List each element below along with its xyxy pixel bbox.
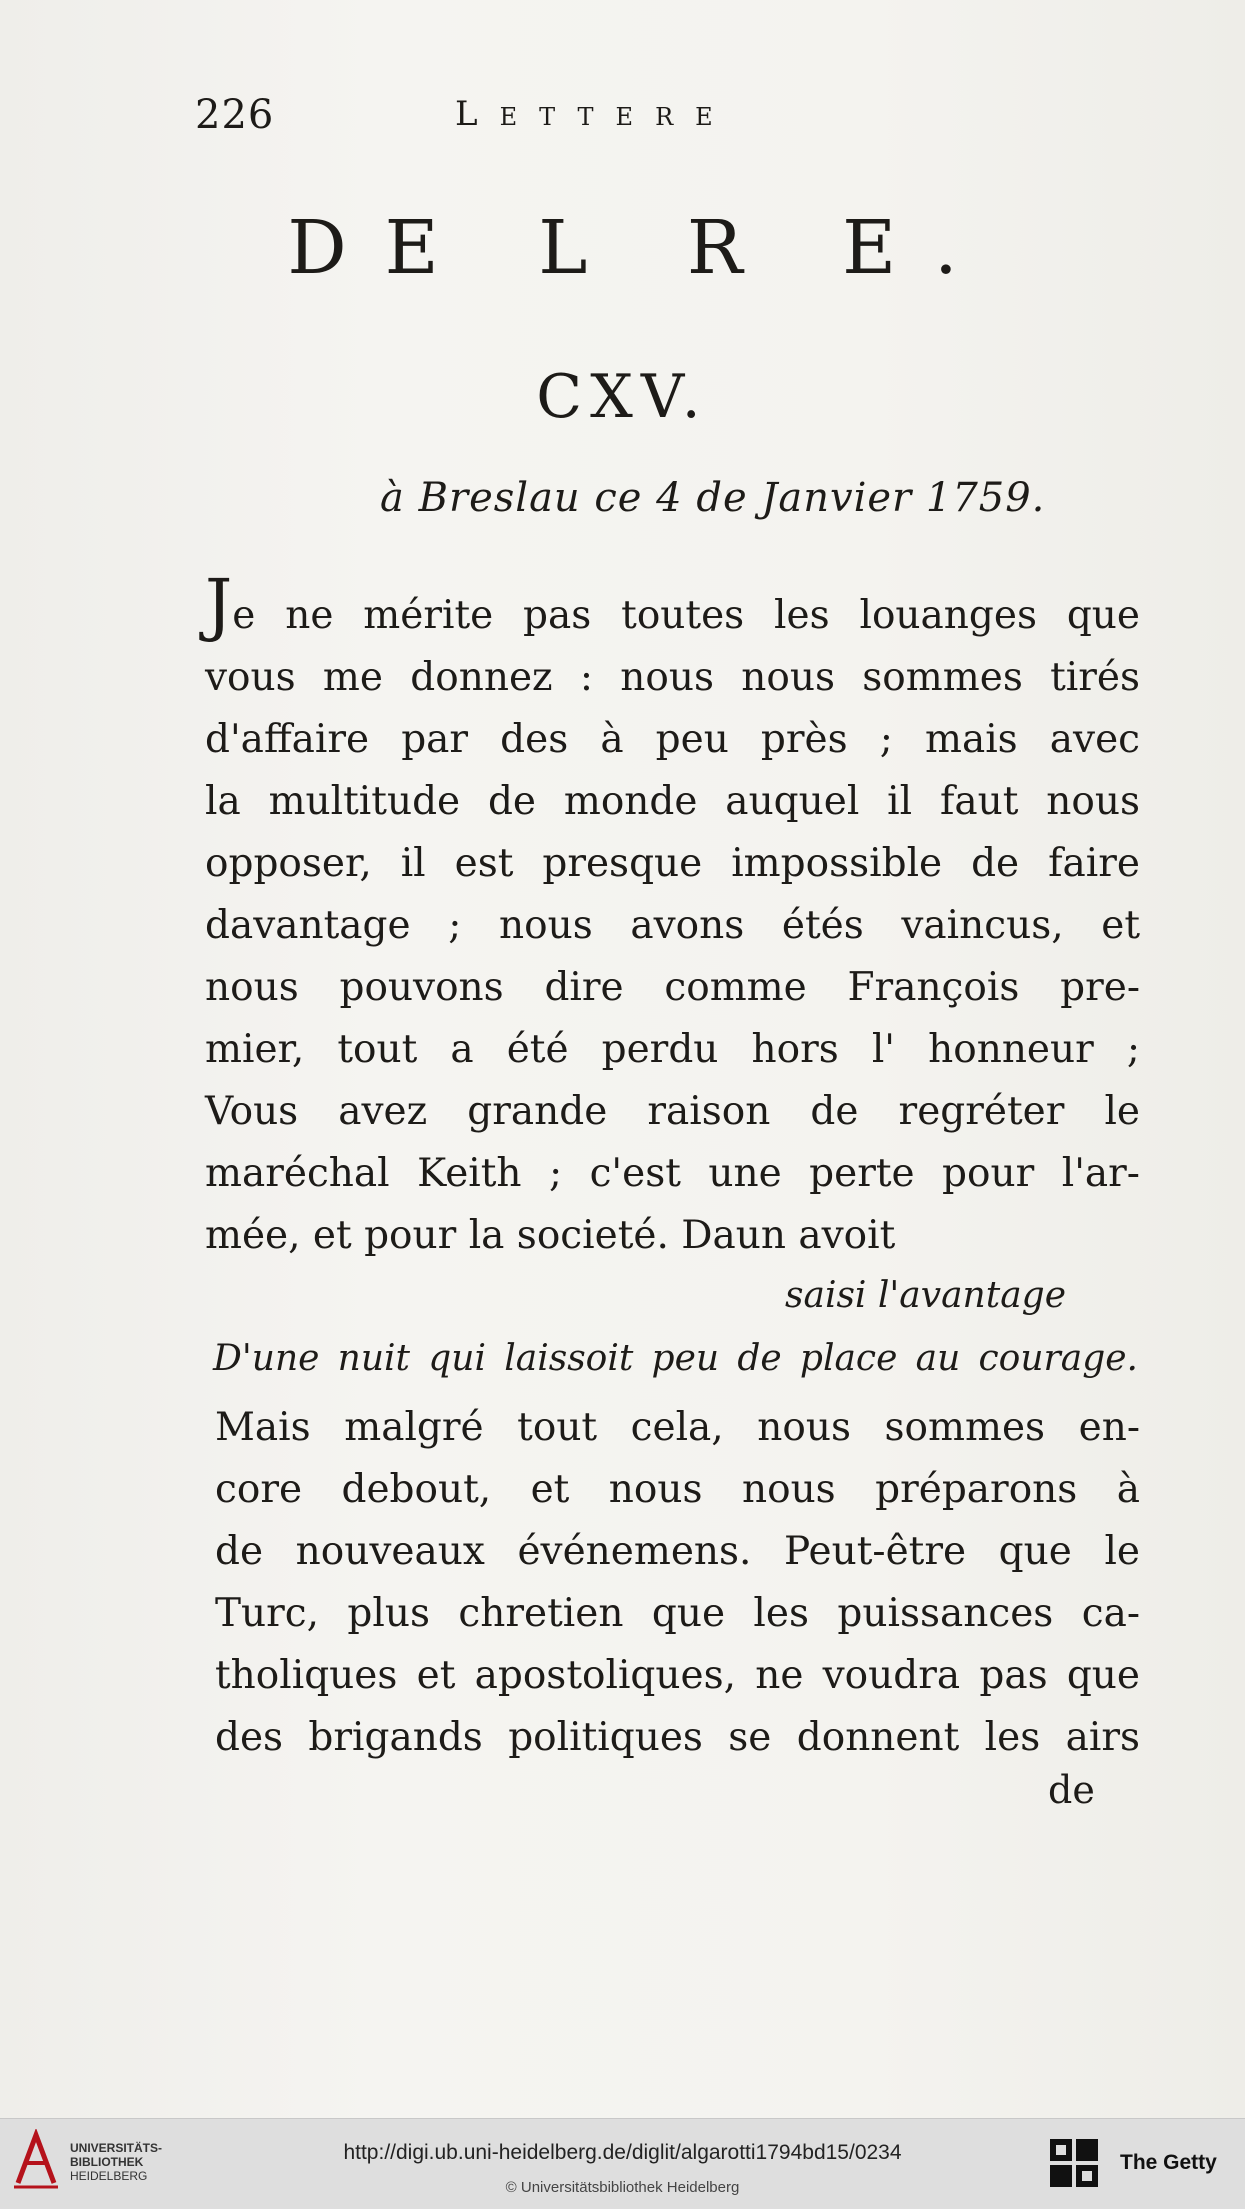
- text-line: des brigands politiques se donnent les airs: [215, 1715, 1140, 1760]
- text-line: core debout, et nous nous préparons à: [215, 1467, 1140, 1512]
- text-line: Mais malgré tout cela, nous sommes en-: [215, 1405, 1140, 1450]
- running-head: [195, 92, 1075, 142]
- letter-body-part-2: [215, 1397, 1140, 1769]
- text-line: la multitude de monde auquel il faut nous: [205, 779, 1140, 824]
- text-line: Turc, plus chretien que les puissances ca-: [215, 1591, 1140, 1636]
- copyright-notice: © Universitätsbibliothek Heidelberg: [505, 2179, 740, 2196]
- text-line: tholiques et apostoliques, ne voudra pas que: [215, 1653, 1140, 1698]
- text-line: d'affaire par des à peu près ; mais avec: [205, 717, 1140, 762]
- verse-line-1: saisi l'avantage: [785, 1275, 1067, 1316]
- drop-cap: J: [205, 566, 233, 645]
- text-line: maréchal Keith ; c'est une perte pour l'ar-: [205, 1151, 1140, 1196]
- text-line: davantage ; nous avons étés vaincus, et: [205, 903, 1140, 948]
- letter-body-part-1: [205, 566, 1140, 1267]
- text-line: nous pouvons dire comme François pre-: [205, 965, 1140, 1010]
- text-line: Vous avez grande raison de regréter le: [205, 1089, 1140, 1134]
- verse-line-2: D'une nuit qui laissoit peu de place au courage.: [213, 1338, 1138, 1379]
- partner-name[interactable]: The Getty: [1120, 2151, 1217, 2174]
- institution-name-line: UNIVERSITÄTS-: [70, 2141, 163, 2155]
- text-line: [205, 566, 1140, 647]
- text-line: de nouveaux événemens. Peut-être que le: [215, 1529, 1140, 1574]
- viewer-footer: [0, 2118, 1245, 2209]
- text-line: mier, tout a été perdu hors l' honneur ;: [205, 1027, 1140, 1072]
- text-line: opposer, il est presque impossible de faire: [205, 841, 1140, 886]
- running-title: Lettere: [455, 94, 735, 134]
- institution-name-line: BIBLIOTHEK: [70, 2155, 144, 2169]
- catchword: de: [1048, 1768, 1095, 1812]
- getty-logo-icon: [1050, 2139, 1100, 2189]
- text-line-content: e ne mérite pas toutes les louanges que: [232, 593, 1140, 638]
- permalink-url[interactable]: http://digi.ub.uni-heidelberg.de/diglit/algarotti1794bd15/0234: [343, 2141, 902, 2164]
- page-number: 226: [195, 92, 275, 138]
- text-line: vous me donnez : nous nous sommes tirés: [205, 655, 1140, 700]
- letter-number: CXV.: [536, 362, 709, 432]
- text-line: mée, et pour la societé. Daun avoit: [205, 1213, 896, 1258]
- letter-dateline: à Breslau ce 4 de Janvier 1759.: [380, 475, 1046, 521]
- letter-heading: DE L R E.: [287, 205, 996, 291]
- institution-name-line: HEIDELBERG: [70, 2169, 148, 2183]
